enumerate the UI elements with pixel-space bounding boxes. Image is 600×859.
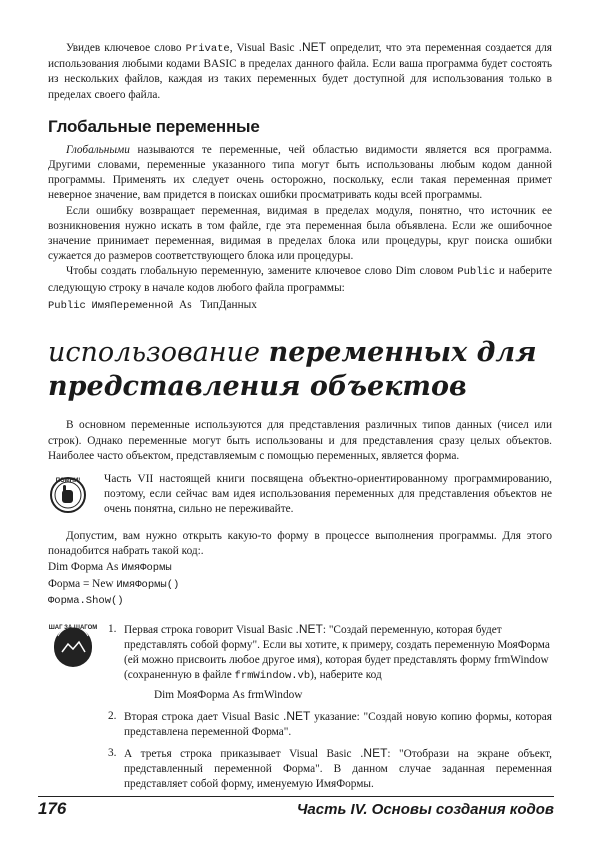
code-line-1: Dim Форма As ИмяФормы — [48, 561, 172, 575]
code-block-form — [48, 560, 552, 610]
objects-paragraph-1: В основном переменные используются для представления различных типов данных (чисел или строк). Однако переменные могут быть использованы и для представления сразу целых объектов. Наиболее часто объектом, представляемым с помощью переменных, является форма. — [48, 419, 552, 462]
objects-paragraph-2: Допустим, вам нужно открыть какую-то форму в процессе выполнения программы. Для этого понадобится набрать такой код:. — [48, 529, 552, 558]
section-heading-global: Глобальные переменные — [48, 116, 260, 136]
remember-note — [48, 472, 552, 519]
chapter-title: Часть IV. Основы создания кодов — [296, 801, 554, 818]
page-footer — [38, 796, 554, 819]
global-paragraph-2: Если ошибку возвращает переменная, видимая в пределах модуля, понятно, что источник ее возникновения нужно искать в том файле, где эта переменная была объявлена. Если же ошибочное значение принимает переменная, видимая в пределах блока или процедуры, круг поиска ошибки сужается до размеров соответствующего блока или процедуры. — [48, 204, 552, 263]
page-number: 176 — [38, 799, 67, 818]
remember-note-text: Часть VII настоящей книги посвящена объектно-ориентированному программированию, поэтому, если сейчас вам идея использования переменных для представления объектов не очень понятна, сильно не переживайте. — [104, 472, 552, 516]
step-by-step-block — [48, 622, 552, 799]
intro-paragraph: Увидев ключевое слово Private, Visual Basic .NET определит, что эта переменная создается для использования любыми кодами BASIC в пределах данного файла. Если ваша программа будет состоять из нескольких файлов, каждая из таких переменных будет доступной для использования только в пределах своего файла. — [48, 40, 552, 101]
global-paragraph-1: Глобальными называются те переменные, чей областью видимости является вся программа. Другими словами, переменные указанного типа могут быть использованы любым кодом данной программы. Применять их следует очень осторожно, поскольку, если такая переменная примет неверное значение, вам придется в поисках ошибки просматривать коды всей программы. — [48, 143, 552, 202]
list-item: 2. Вторая строка дает Visual Basic .NET указание: "Создай новую копию формы, которая представлена переменной Форма". — [108, 708, 552, 738]
section-title-objects: использование переменных для представления объектов — [48, 337, 537, 403]
code-dim-myform: Dim МояФорма As frmWindow — [154, 688, 303, 701]
code-line-2: Форма = New ИмяФормы() — [48, 577, 180, 591]
code-line-3: Форма.Show() — [48, 595, 124, 608]
step-by-step-icon-label: ШАГ ЗА ШАГОМ — [48, 624, 98, 631]
remember-icon-label: ПОМНИ! — [55, 477, 81, 484]
step-by-step-icon — [48, 622, 98, 799]
global-paragraph-3: Чтобы создать глобальную переменную, замените ключевое слово Dim словом Public и наберите следующую строку в начале кодов любого файла программы: — [48, 265, 552, 294]
code-public-declaration: Public ИмяПеременной As ТипДанных — [48, 298, 257, 312]
list-item: 1. Первая строка говорит Visual Basic .NET: "Создай переменную, которая будет представлять собой форму". Если вы хотите, к примеру, создать переменную МояФорма (ей можно присвоить любое другое имя), которая будет представлять форму frmWindow (сохраненную в файле frmWindow.vb), наберите код Dim МояФорма As frmWindow — [108, 622, 552, 703]
list-item: 3. А третья строка приказывает Visual Basic .NET: "Отобрази на экране объект, представленный переменной Форма". В данном случае заданная переменная представляет собой форму, именуемую ИмяФормы. — [108, 746, 552, 791]
footer-rule — [38, 796, 554, 797]
remember-icon — [48, 474, 88, 519]
page-body — [48, 40, 552, 799]
steps-list — [108, 622, 552, 799]
